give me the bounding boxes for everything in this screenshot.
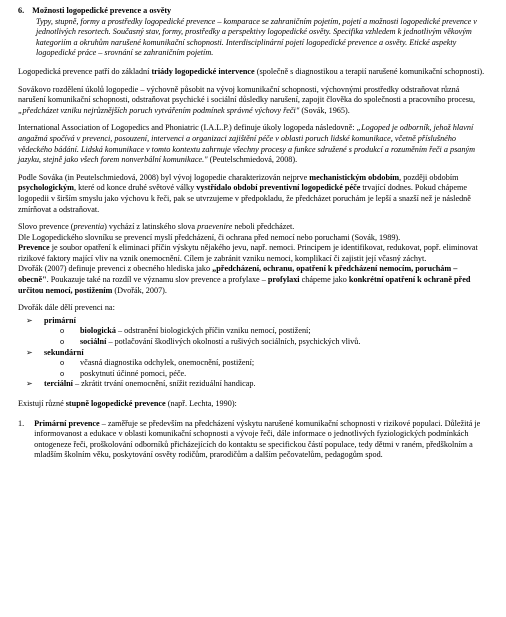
text: Slovo prevence ( xyxy=(18,222,74,232)
emphasis: vystřídalo období preventivní logopedické péče xyxy=(196,183,361,193)
emphasis: profylaxi xyxy=(267,275,300,285)
list-number: 1. xyxy=(18,418,25,428)
text: je soubor opatření k eliminaci příčin výskytu nějakého jevu, např. nemoci. Principem je identifikovat, redukovat, popř. eliminovat rizikové faktory mající vliv na vznik onemocnění. Cílem je zabránit vzniku nemoci, komplikací či zajistit její včasný záchyt. xyxy=(18,243,478,263)
levels-list xyxy=(18,419,488,461)
text: – zkrátit trvání onemocnění, snížit reziduální handicap. xyxy=(72,379,256,389)
text: – potlačování škodlivých okolností a rušivých sociálních, psychických vlivů. xyxy=(106,337,361,347)
text: (Peutelschmiedová, 2008). xyxy=(207,155,298,165)
list-item-label: primární xyxy=(44,315,76,325)
text: Podle Sováka (in Peutelschmiedová, 2008) byl vývoj logopedie charakterizován nejprve xyxy=(18,172,310,182)
section-heading xyxy=(18,6,488,17)
list-item xyxy=(60,326,488,337)
paragraph-history xyxy=(18,173,488,215)
text: trvající dodnes. Pokud chápeme logopedii v širším smyslu jako výchovu k řeči, pak se utvrzujeme v předpokladu, že předcházet poruchám je lepší a snazší než je následně zmírňovat a odstraňovat. xyxy=(18,183,471,214)
emphasis: Primární prevence xyxy=(34,418,100,428)
divide-intro: Dvořák dále dělí prevenci na: xyxy=(18,303,115,313)
paragraph-ialp xyxy=(18,123,488,165)
text: neboli předcházet. xyxy=(232,222,295,232)
list-item xyxy=(18,419,488,461)
text: , později obdobím xyxy=(399,172,459,182)
emphasis: „předcházení, ochranu, opatření k předcházení nemocím, poruchám – obecně" xyxy=(18,264,458,285)
text: . Poukazuje také na rozdíl ve významu slov prevence a profylaxe – xyxy=(46,275,268,285)
list-item-label: sekundární xyxy=(44,347,84,357)
term: praevenire xyxy=(197,222,233,232)
list-item xyxy=(60,369,488,380)
list-item xyxy=(60,358,488,369)
text: Dvořák (2007) definuje prevenci z obecného hlediska jako xyxy=(18,264,213,274)
text: (Dvořák, 2007). xyxy=(112,285,167,295)
text: včasná diagnostika odchylek, onemocnění, postižení; xyxy=(80,358,255,368)
paragraph-definitions xyxy=(18,222,488,296)
term: preventia xyxy=(73,222,105,232)
text: (Sovák, 1965). xyxy=(299,105,350,115)
text: ) vychází z latinského slova xyxy=(104,222,198,232)
list-item-label: terciální xyxy=(44,379,73,389)
text: – zaměřuje se především na předcházení výskytu narušené komunikační schopnosti v rizikové populaci. Důležitá je informovanost a edukace v oblasti komunikační schopnosti a vývoje řeči, dále informace o jednotlivých fyziologických podmínkách ontogeneze řeči, proškolování odborníků přicházejících do kontaktu se specifickou částí populace, tedy dětmi v raném, předškolním a mladším školním věku, poskytování osvěty rodičům, prarodičům a dalším pečovatelům, pedagogům spod. xyxy=(34,418,481,460)
emphasis: mechanistickým obdobím xyxy=(309,172,400,182)
text: – odstranění biologických příčin vzniku nemocí, postižení; xyxy=(115,326,311,336)
sublist xyxy=(44,358,488,379)
text: (společně s diagnostikou a terapií narušené komunikační schopnosti). xyxy=(254,66,485,76)
text: , které od konce druhé světové války xyxy=(73,183,197,193)
text: Logopedická prevence patří do základní xyxy=(18,66,152,76)
emphasis: stupně logopedické prevence xyxy=(65,399,166,408)
section-number: 6. xyxy=(18,6,25,15)
paragraph-triad xyxy=(18,67,488,78)
list-item xyxy=(26,379,488,390)
section-abstract: Typy, stupně, formy a prostředky logopedické prevence – komparace se zahraničním pojetím, pojetí a možnosti logopedické prevence v jednotlivých resortech. Současný stav, formy, prostředky a perspektivy logopedické osvěty. Specifika vzhledem k jednotlivým věkovým kategoriím a okruhům narušené komunikační schopnosti. Interdisciplinární pojetí logopedické prevence a osvěty. Etické aspekty logopedické práce – srovnání se zahraničním pojetím. xyxy=(36,16,477,58)
text: (např. Lechta, 1990): xyxy=(165,399,237,408)
paragraph-sovak xyxy=(18,85,488,117)
text: International Association of Logopedics and Phoniatric (I.A.L.P.) definuje úkoly logopeda následovně: xyxy=(18,123,357,133)
quote: „Logoped je odborník, jehož hlavní angažmá spočívá v prevenci, posouzení, intervenci a organizaci zajištění péče v oblasti poruch lidské komunikace, včetně příslušného vědeckého bádání. Lidská komunikace v tomto kontextu zahrnuje všechny procesy a funkce sdružené s produkcí a rozuměním řeči a psaným jazyku, stejně jako všech forem nonverbální komunikace." xyxy=(18,123,476,165)
section-title: Možnosti logopedické prevence a osvěty xyxy=(32,6,172,15)
prevention-types-list xyxy=(26,316,488,390)
list-item xyxy=(26,348,488,380)
emphasis: biologická xyxy=(80,326,116,336)
list-item xyxy=(60,337,488,348)
levels-intro xyxy=(18,399,488,410)
emphasis: psychologickým xyxy=(18,183,74,193)
text: Sovákovo rozdělení úkolů logopedie – výchovně působit na vývoj komunikační schopnosti, výchovnými prostředky odstraňovat různá narušení komunikační schopnosti, odstraňovat psychické i sociální důsledky narušení, zapojit člověka do společnosti a pracovního procesu, xyxy=(18,84,476,105)
text: Existují různé xyxy=(18,399,66,408)
text: poskytnutí účinné pomoci, péče. xyxy=(80,368,187,378)
emphasis: konkrétní opatření k ochraně před určitou nemocí, postižením xyxy=(18,275,471,295)
quote: „předcházet vzniku nejrůznějších poruch vytvářením podmínek správné výchovy řeči" xyxy=(18,105,300,115)
emphasis: sociální xyxy=(80,337,107,347)
text: Dle Logopedického slovníku se prevencí myslí předcházení, či ochrana před nemocí nebo poruchami (Sovák, 1989). xyxy=(18,232,401,242)
emphasis: Prevence xyxy=(18,243,50,253)
emphasis: triády logopedické intervence xyxy=(151,66,255,76)
list-item xyxy=(26,316,488,348)
text: chápeme jako xyxy=(299,275,349,285)
list-item-content xyxy=(34,419,488,461)
sublist xyxy=(44,326,488,347)
